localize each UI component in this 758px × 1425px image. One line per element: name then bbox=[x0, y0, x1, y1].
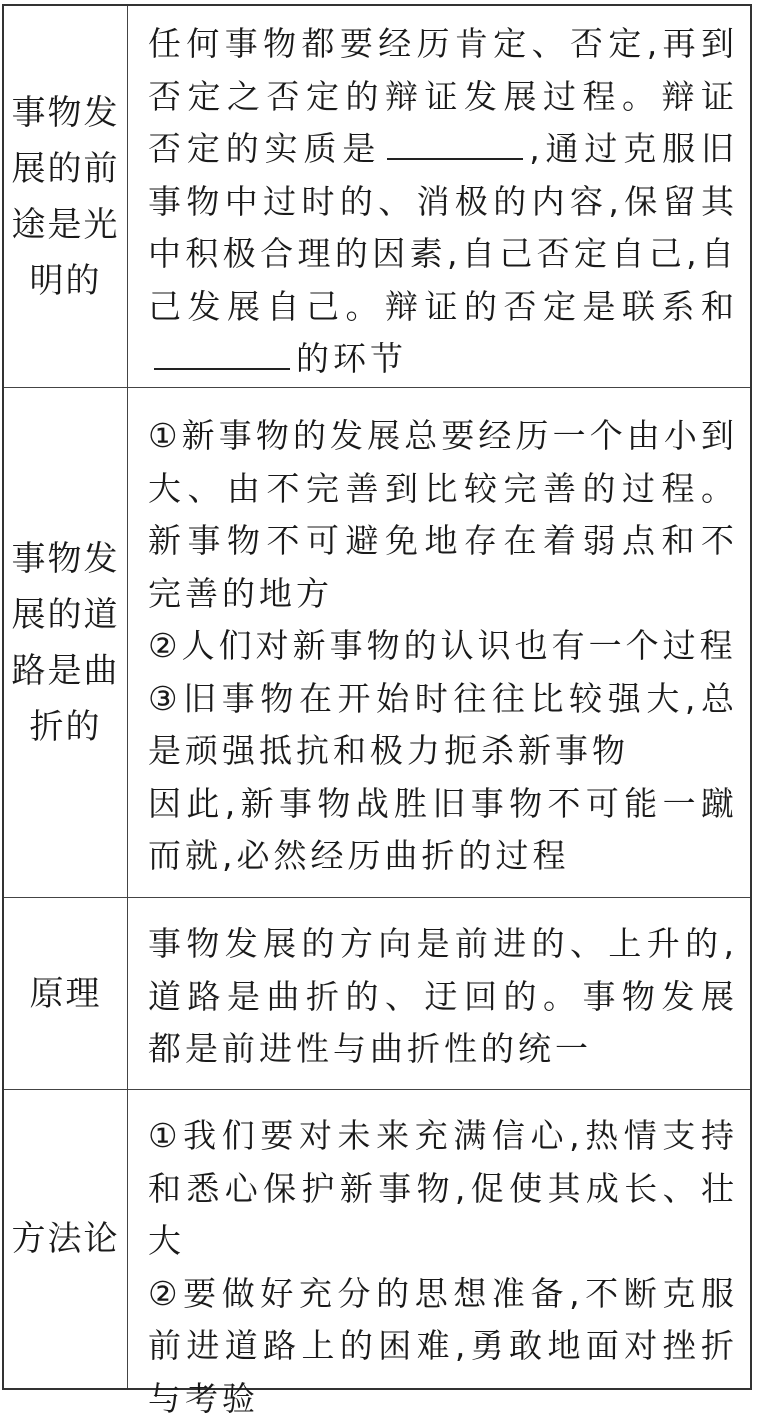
content-paragraph bbox=[148, 18, 738, 386]
row-content-cell bbox=[128, 898, 750, 1089]
knowledge-table bbox=[2, 4, 752, 1390]
content-text: 的环节 bbox=[296, 339, 407, 378]
table-row bbox=[4, 6, 750, 388]
content-item: 事物发展的方向是前进的、上升的,道路是曲折的、迂回的。事物发展都是前进性与曲折性的统一 bbox=[148, 918, 738, 1076]
content-text: 任何事物都要经历肯定、否定,再到否定之否定的辩证发展过程。辩证否定的实质是 bbox=[148, 24, 738, 168]
row-label-cell bbox=[4, 1090, 128, 1388]
content-text: ,通过克服旧事物中过时的、消极的内容,保留其中积极合理的因素,自己否定自己,自己发展自己。辩证的否定是联系和 bbox=[148, 129, 738, 326]
row-label-cell bbox=[4, 388, 128, 897]
table-row bbox=[4, 1090, 750, 1388]
content-item: ①新事物的发展总要经历一个由小到大、由不完善到比较完善的过程。新事物不可避免地存在着弱点和不完善的地方 bbox=[148, 410, 738, 620]
row-label-cell bbox=[4, 6, 128, 387]
content-item: 因此,新事物战胜旧事物不可能一蹴而就,必然经历曲折的过程 bbox=[148, 778, 738, 883]
row-content-cell bbox=[128, 388, 750, 897]
row-label: 方法论 bbox=[10, 1211, 122, 1267]
content-item: ②人们对新事物的认识也有一个过程 bbox=[148, 620, 738, 673]
fill-blank bbox=[154, 334, 290, 370]
row-content-cell bbox=[128, 1090, 750, 1388]
content-item: ②要做好充分的思想准备,不断克服前进道路上的困难,勇敢地面对挫折与考验 bbox=[148, 1268, 738, 1425]
row-content-cell bbox=[128, 6, 750, 387]
fill-blank bbox=[387, 124, 523, 160]
table-row bbox=[4, 898, 750, 1090]
row-label: 原理 bbox=[10, 966, 122, 1022]
content-item: ③旧事物在开始时往往比较强大,总是顽强抵抗和极力扼杀新事物 bbox=[148, 673, 738, 778]
content-item: ①我们要对未来充满信心,热情支持和悉心保护新事物,促使其成长、壮大 bbox=[148, 1110, 738, 1268]
row-label: 事物发展的道路是曲折的 bbox=[10, 531, 122, 755]
table-row bbox=[4, 388, 750, 898]
row-label: 事物发展的前途是光明的 bbox=[10, 85, 122, 309]
row-label-cell bbox=[4, 898, 128, 1089]
